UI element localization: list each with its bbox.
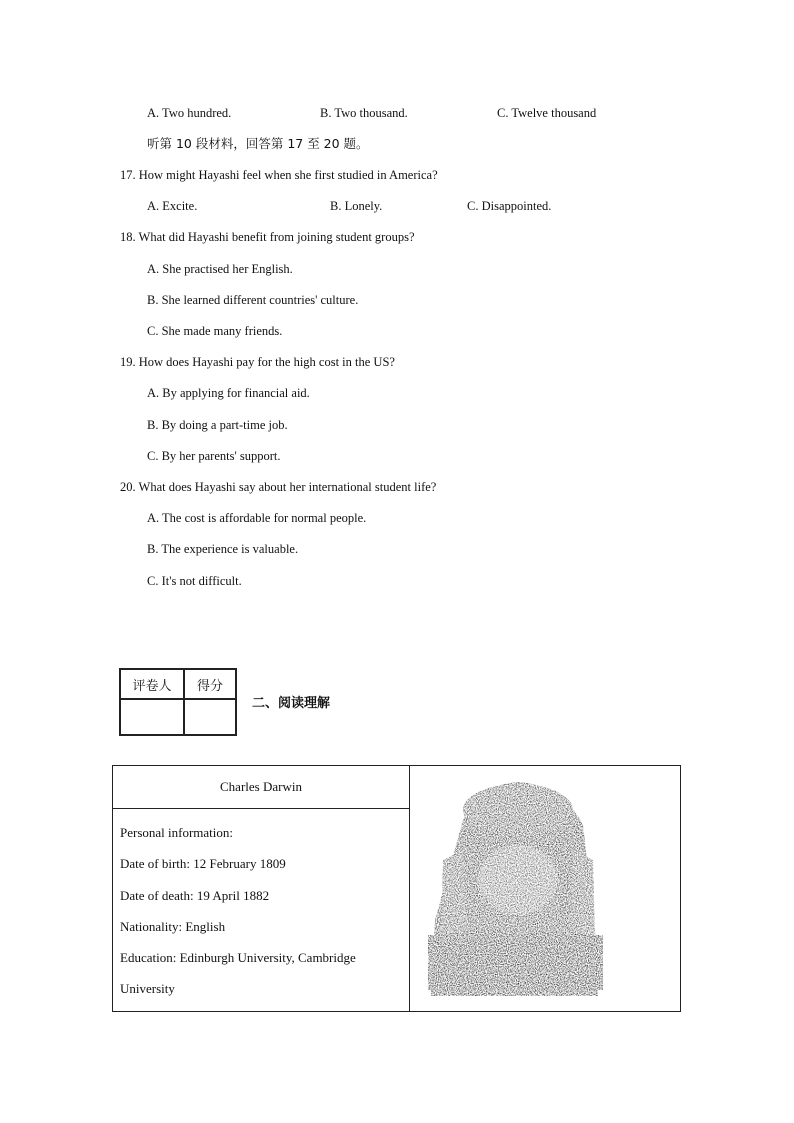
q18-option-c: C. She made many friends. [147,324,283,338]
q18-option-b: B. She learned different countries' culture. [147,293,359,307]
score-box [119,668,237,736]
info-row: Date of birth: 12 February 1809 [120,856,286,871]
info-row: Personal information: [120,825,234,840]
question-20-stem: 20. What does Hayashi say about her international student life? [120,480,437,494]
info-row: Education: Edinburgh University, Cambridge [120,950,356,965]
info-text-column [113,766,410,1011]
info-row: Nationality: English [120,919,226,934]
q16-option-c: C. Twelve thousand [497,106,597,120]
listening-instruction: 听第 10 段材料，回答第 17 至 20 题。 [147,136,369,151]
grader-header: 评卷人 [120,669,184,699]
q19-option-b: B. By doing a part-time job. [147,418,288,432]
q16-option-a: A. Two hundred. [147,106,232,120]
grader-cell [120,699,184,735]
q19-option-a: A. By applying for financial aid. [147,386,310,400]
info-name: Charles Darwin [113,766,409,809]
info-row: Date of death: 19 April 1882 [120,888,270,903]
q17-option-b: B. Lonely. [330,199,383,213]
darwin-info-table [112,765,681,1012]
score-cell [184,699,236,735]
question-19-stem: 19. How does Hayashi pay for the high cost in the US? [120,355,395,369]
section-title: 二、阅读理解 [252,696,331,711]
score-header: 得分 [184,669,236,699]
q20-option-c: C. It's not difficult. [147,574,242,588]
question-18-stem: 18. What did Hayashi benefit from joining student groups? [120,230,415,244]
q17-option-a: A. Excite. [147,199,198,213]
q18-option-a: A. She practised her English. [147,262,293,276]
darwin-portrait-image [423,780,608,996]
q20-option-a: A. The cost is affordable for normal people. [147,511,367,525]
q20-option-b: B. The experience is valuable. [147,542,299,556]
info-row: University [120,981,175,996]
q16-option-b: B. Two thousand. [320,106,408,120]
q17-option-c: C. Disappointed. [467,199,552,213]
question-17-stem: 17. How might Hayashi feel when she first studied in America? [120,168,438,182]
q19-option-c: C. By her parents' support. [147,449,281,463]
